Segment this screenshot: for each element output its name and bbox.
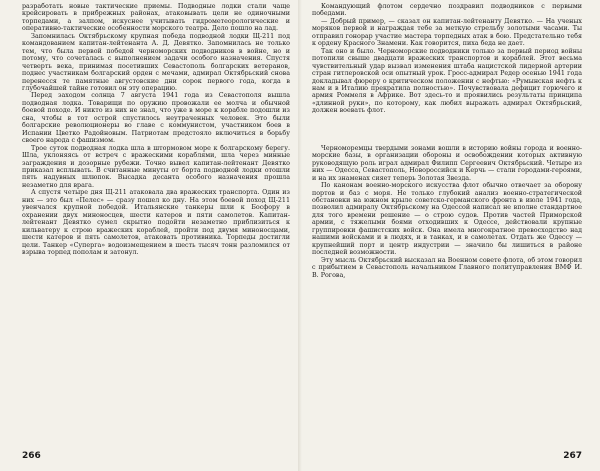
section-break — [312, 115, 582, 145]
right-page — [300, 0, 600, 471]
left-paragraph-4: Трое суток подводная лодка шла в штормовом море к болгарскому берегу. Шла, уклоняясь от встреч с вражескими кораблями, шла через минные заграждения и дозорные рубежи. Точно вывел капитан-лейтенант Девятко приказал всплывать. В считанные минуты от борта подводной лодки отошли пять надувных шлюпок. Высадка десанта особого назначения прошла незаметно для врага. — [22, 144, 290, 189]
left-paragraph-5: А спустя четыре дня Щ-211 атаковала два вражеских транспорта. Один из них — это был «Пелес» — сразу пошел ко дну. На этом боевой поход Щ-211 увенчался крупной победой. Итальянские танкеры шли к Босфору в охранении двух миноносцев, шести катеров и пяти самолетов. Капитан-лейтенант Девятко сумел скрытно подойти незаметно приблизиться к кильватеру к строю вражеских кораблей, пройти под двумя миноносцами, шести катеров и пять самолетов, атаковать противника. Торпеды достигли цели. Танкер «Суперга» водоизмещением в шесть тысяч тонн разломился от взрыва торпед пополам и затонул. — [22, 189, 290, 256]
left-paragraph-3: Перед заходом солнца 7 августа 1941 года из Севастополя вышла подводная лодка. Товарищи по оружию провожали ее молча и обычной боевой походе. И никто из них не знал, что уже в море к корабле подошли из сна, чтобы в тот острой спустилось неутраченных человек. Это были болгарские революционеры во главе с коммунистом, участником боев в Испании Цветко Радойновым. Патриотам предстояло включиться в борьбу своего народа с фашизмом. — [22, 92, 290, 145]
right-page-number: 267 — [563, 451, 582, 461]
right-paragraph-2: — Добрый пример, — сказал он капитан-лейтенанту Девятко. — На ученых моряков первой и награждая тебе за меткую стрельбу золотыми часами. Ты отправил гонорар участие мастера торпедных атак в бою. Предстательно тебя к ордену Красного Знамени. Как говорится, пиха беда не дает. — [312, 17, 582, 48]
left-paragraph-1: разработать новые тактические приемы. Подводные лодки стали чаще крейсировать в прибрежных районах, атаковывать цели не одиночными торпедами, а залпом, искуснее учитывать гидрометеорологические и оперативно-тактические особенности морского театра. Дело пошло на лад. — [22, 3, 290, 33]
right-paragraph-6: Эту мысль Октябрьский высказал на Военном совете флота, об этом говорил с прибытием в Севастополь начальником Главного политуправления ВМФ И. В. Рогова, — [312, 256, 582, 279]
left-page-number: 266 — [22, 451, 41, 461]
right-paragraph-3: Так оно и было. Черноморские подводники только за первый период войны потопили свыше двадцати вражеских транспортов и кораблей. Этот весьма чувствительный удар вызвал изменения штаба нацистской лидерной артерии стран гитлеровской оси опытный урок. Гросс-адмирал Редер осенью 1941 года докладывал фюреру о критическом положении с нефтью: «Румынская нефть к нам и в Италию прекратила полностью». Почувствовала дефицит горючего и армия Роммеля в Африке. Вот здесь-то и проявились результаты принципа «длинной руки», по которому, как любил выражать адмирал Октябрьский, должен воевать флот. — [312, 47, 582, 115]
right-paragraph-4: Черноморемцы твердыми зонами вошли в историю войны города и военно-морские базы, в организации обороны и освобождении которых активную руководящую роль играл адмирал Филипп Сергеевич Октябрьский. Четыре из них — Одесса, Севастополь, Новороссийск и Керчь — стали городами-героями, и на их знаменах сияет теперь Золотая Звезда. — [312, 144, 582, 182]
right-paragraph-1: Командующий флотом сердечно поздравил подводников с первыми победами. — [312, 3, 582, 18]
left-paragraph-2: Запомнилась Октябрьскому крупная победа подводной лодки Щ-211 под командованием капитан-лейтенанта А. Д. Девятко. Запомнилась не только тем, что была первой победой черноморских подводников в войне, но и потому, что сочеталась с выполнением задачи особого назначения. Спустя четверть века, принимая посетивших Севастополь болгарских ветеранов, поднес участникам болгарский орден с мечами, адмирал Октябрьский снова перенесся те памятные августовские дни сорок первого года, когда в глубочайшей тайне готовил он эту операцию. — [22, 32, 290, 92]
right-paragraph-5: По канонам военно-морского искусства флот обычно отвечает за оборону портов и баз с моря. Не только глубокий анализ военно-стратегической обстановки на южном крыле советско-германского фронта в июле 1941 года, позволил адмиралу Октябрьскому на Одессой написал не вполне стандартное для того времени решение — о строю судов. Против частей Приморской армии, с тяжелыми боями отходивших к Одессе, действовали крупные группировки фашистских войск. Она имела многократное превосходство над нашими войсками и в людях, и в танках, и в самолетах. Отдать же Одессу — крупнейший порт и центр индустрии — значило бы лишиться в районе последней возможности. — [312, 182, 582, 257]
